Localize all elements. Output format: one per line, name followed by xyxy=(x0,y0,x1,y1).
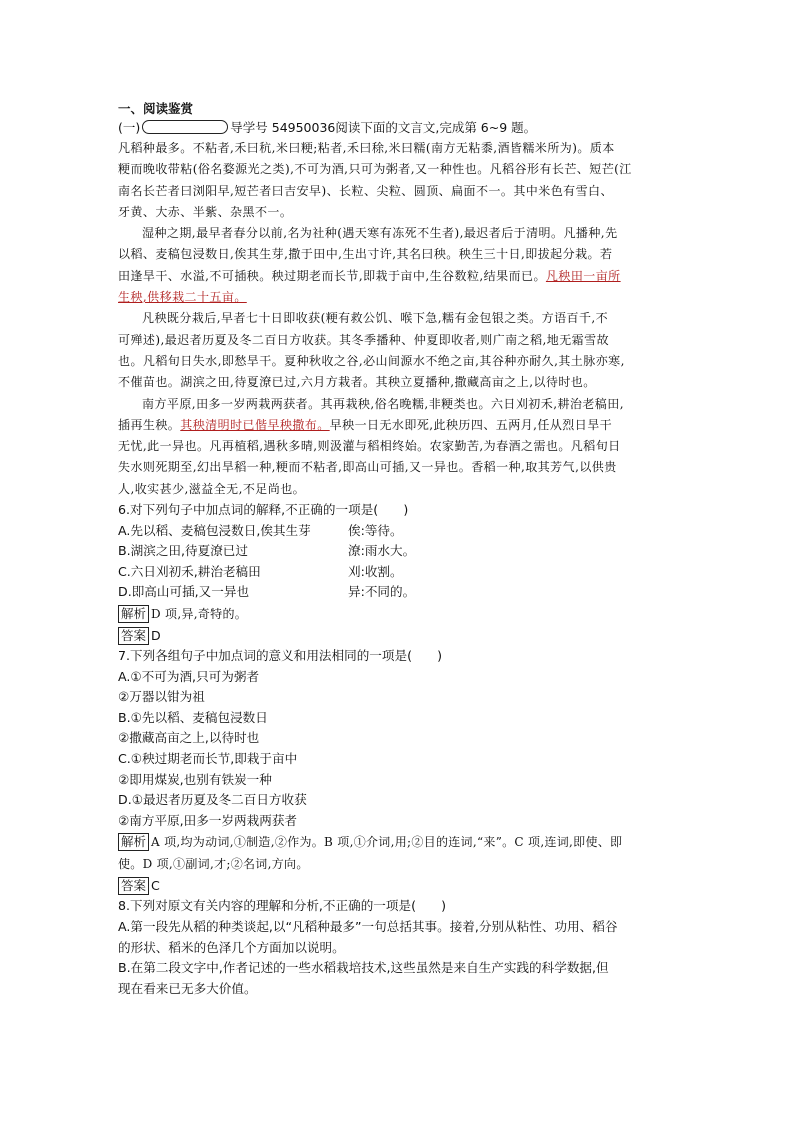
option-line: 现在看来已无多大价值。 xyxy=(118,980,257,996)
passage-line: 无忧,此一异也。凡再植稻,遇秋多晴,则汲灌与稻相终始。农家勤苦,为春酒之需也。凡稻旬日 xyxy=(118,439,621,454)
answer-text: C xyxy=(151,878,160,894)
option-row xyxy=(118,541,678,562)
question-stem: 8.下列对原文有关内容的理解和分析,不正确的一项是( ) xyxy=(118,898,447,914)
question-6 xyxy=(118,500,678,646)
option-line: B.①先以稻、麦稿包浸数日 xyxy=(118,709,268,725)
option-line: B.在第二段文字中,作者记述的一些水稻栽培技术,这些虽然是来自生产实践的科学数据,但 xyxy=(118,960,609,976)
guide-prefix: (一) xyxy=(118,120,141,135)
passage-text: 早秧一日无水即死,此秧历四、五两月,任从烈日旱干 xyxy=(329,417,613,432)
analysis-line xyxy=(118,853,678,875)
passage-line: 也。凡稻旬日失水,即愁旱干。夏种秋收之谷,必山间源水不绝之亩,其谷种亦耐久,其土脉亦寒, xyxy=(118,353,625,368)
analysis-line xyxy=(118,603,678,625)
option-line: ②南方平原,田多一岁两栽两获者 xyxy=(118,812,298,828)
passage-line: 以稻、麦稿包浸数日,俟其生芽,撒于田中,生出寸许,其名曰秧。秧生三十日,即拔起分栽。若 xyxy=(118,247,613,262)
option-row xyxy=(118,521,678,542)
document-content xyxy=(118,100,678,999)
passage-line: 凡稻种最多。不粘者,禾曰秔,米曰粳;粘者,禾曰稌,米曰糯(南方无粘黍,酒皆糯米所为)。质本 xyxy=(118,141,615,155)
option-line: C.①秧过期老而长节,即栽于亩中 xyxy=(118,750,298,766)
option-sentence: B.湖滨之田,待夏潦已过 xyxy=(118,543,248,559)
option-row xyxy=(118,562,678,583)
highlighted-sentence: 其秧清明时已偕早秧撒布。 xyxy=(180,417,330,432)
passage-line: 人,收实甚少,滋益全无,不足尚也。 xyxy=(118,481,306,496)
option-line: D.①最迟者历夏及冬二百日方收获 xyxy=(118,792,307,808)
answer-text: D xyxy=(151,628,161,644)
option-gloss: 潦:雨水大。 xyxy=(348,543,416,559)
option-line: A.①不可为酒,只可为粥者 xyxy=(118,668,260,684)
analysis-tag: 解析 xyxy=(118,605,149,623)
passage-line xyxy=(118,266,678,287)
passage-line: 南名长芒者曰浏阳早,短芒者曰吉安早)、长粒、尖粒、圆顶、扁面不一。其中米色有雪白、 xyxy=(118,183,613,198)
option-line: A.第一段先从稻的种类谈起,以“凡稻种最多”一句总括其事。接着,分别从粘性、功用、稻谷 xyxy=(118,918,618,934)
option-gloss: 俟:等待。 xyxy=(348,522,403,538)
section-title: 一、阅读鉴赏 xyxy=(118,101,194,116)
option-line: ②撒藏高亩之上,以待时也 xyxy=(118,730,260,746)
answer-line xyxy=(118,875,678,896)
option-line: 的形状、稻米的色泽几个方面加以说明。 xyxy=(118,939,345,955)
passage-line: 不催苗也。湖滨之田,待夏潦已过,六月方栽者。其秧立夏播种,撒藏高亩之上,以待时也。 xyxy=(118,375,596,390)
option-gloss: 异:不同的。 xyxy=(348,584,416,600)
highlighted-sentence: 生秧,供移栽二十五亩。 xyxy=(118,290,247,305)
passage-text: 插再生秧。 xyxy=(118,417,181,432)
analysis-tag: 解析 xyxy=(118,833,149,851)
passage-line: 失水则死期至,幻出旱稻一种,粳而不粘者,即高山可插,又一异也。香稻一种,取其芳气,以供贵 xyxy=(118,460,617,475)
answer-tag: 答案 xyxy=(118,877,149,895)
passage-line xyxy=(118,287,678,308)
guide-line xyxy=(118,118,678,138)
analysis-text: 使。D 项,①副词,才;②名词,方向。 xyxy=(118,857,309,872)
question-8 xyxy=(118,896,678,999)
analysis-text: A 项,均为动词,①制造,②作为。B 项,①介词,用;②目的连词,“来”。C 项,连词,即使、即 xyxy=(151,835,623,850)
option-sentence: C.六日刈初禾,耕治老稿田 xyxy=(118,563,261,579)
option-line: ②万器以钳为祖 xyxy=(118,689,205,705)
guide-number-box xyxy=(142,120,228,134)
question-7 xyxy=(118,646,678,896)
option-line: ②即用煤炭,也别有铁炭一种 xyxy=(118,771,272,787)
answer-tag: 答案 xyxy=(118,627,149,645)
passage-line: 牙黄、大赤、半紫、杂黑不一。 xyxy=(118,204,293,219)
analysis-line xyxy=(118,831,678,853)
passage-line: 凡秧既分栽后,早者七十日即收获(粳有救公饥、喉下急,糯有金包银之类。方语百千,不 xyxy=(142,311,609,326)
highlighted-sentence: 凡秧田一亩所 xyxy=(545,268,621,283)
answer-line xyxy=(118,625,678,646)
guide-suffix: 导学号 54950036阅读下面的文言文,完成第 6~9 题。 xyxy=(230,120,537,135)
passage-text: 田逢旱干、水溢,不可插秧。秧过期老而长节,即栽于亩中,生谷数粒,结果而已。 xyxy=(118,268,546,283)
passage-line xyxy=(118,415,678,436)
passage-line: 南方平原,田多一岁两栽两获者。其再栽秧,俗名晚糯,非粳类也。六日刈初禾,耕治老稿田, xyxy=(142,396,624,411)
option-sentence: D.即高山可插,又一异也 xyxy=(118,584,250,600)
question-stem: 6.对下列句子中加点词的解释,不正确的一项是( ) xyxy=(118,502,409,518)
option-gloss: 刈:收割。 xyxy=(348,563,403,579)
passage-line: 可殚述),最迟者历夏及冬二百日方收获。其冬季播种、仲夏即收者,则广南之稻,地无霜雪故 xyxy=(118,332,610,347)
classical-passage xyxy=(118,138,678,500)
passage-line: 粳而晚收带粘(俗名婺源光之类),不可为酒,只可为粥者,又一种性也。凡稻谷形有长芒、短芒(江 xyxy=(118,162,632,177)
question-stem: 7.下列各组句子中加点词的意义和用法相同的一项是( ) xyxy=(118,648,443,664)
analysis-text: D 项,异,奇特的。 xyxy=(151,607,248,622)
option-row xyxy=(118,582,678,603)
option-sentence: A.先以稻、麦稿包浸数日,俟其生芽 xyxy=(118,522,311,538)
passage-line: 湿种之期,最早者春分以前,名为社种(遇天寒有冻死不生者),最迟者后于清明。凡播种,先 xyxy=(142,226,618,241)
